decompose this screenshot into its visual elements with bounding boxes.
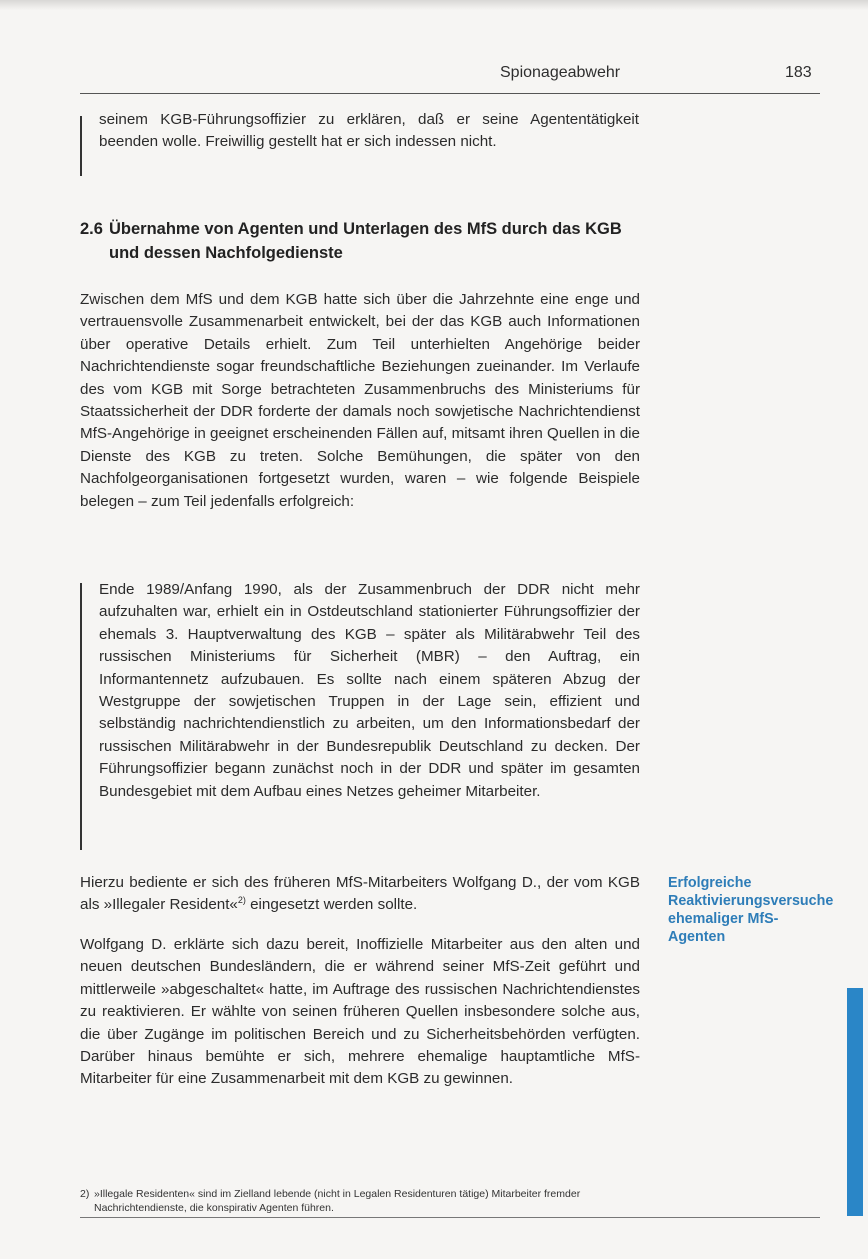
paragraph-2-text-before: Hierzu bediente er sich des früheren MfS-Mitarbeiters Wolfgang D., der vom KGB als »Illegaler Resident« [80,874,640,914]
running-header-title: Spionageabwehr [500,64,621,81]
section-title: Übernahme von Agenten und Unterlagen des MfS durch das KGB und dessen Nachfolgedienste [109,220,622,262]
chapter-thumb-tab [847,988,863,1216]
body-paragraph-2 [80,872,640,917]
change-bar-case [80,583,82,850]
body-paragraph-1: Zwischen dem MfS und dem KGB hatte sich über die Jahrzehnte eine enge und vertrauensvolle Zusammenarbeit entwickelt, bei der das KGB auch Informationen über operative Details erhielt. Zum Teil unterhielten Angehörige beider Nachrichtendienste sogar freundschaftliche Beziehungen zueinander. Im Verlaufe des vom KGB mit Sorge betrachteten Zusammenbruchs des Ministeriums für Staatssicherheit der DDR forderte der damals noch sowjetische Nachrichtendienst MfS-Angehörige in geeignet erscheinenden Fällen auf, mitsamt ihren Quellen in die Dienste des KGB zu treten. Solche Bemühungen, die später von den Nachfolgeorganisationen fortgesetzt wurden, waren – wie folgende Beispiele belegen – zum Teil jedenfalls erfolgreich: [80,291,640,510]
page-top-edge [0,0,868,10]
change-bar-intro [80,116,82,176]
margin-note: Erfolgreiche Reaktivierungsversuche ehemaliger MfS-Agenten [668,875,834,945]
footnote-marker: 2) [80,1188,90,1200]
case-paragraph: Ende 1989/Anfang 1990, als der Zusammenbruch der DDR nicht mehr aufzuhalten war, erhielt ein in Ostdeutschland stationierter Führungsoffizier der ehemals 3. Hauptverwaltung des KGB – später als Militärabwehr Teil des russischen Ministeriums für Sicherheit (MBR) – den Auftrag, ein Informantennetz aufzubauen. Es sollte nach einem späteren Abzug der Westgruppe der sowjetischen Truppen in der Lage sein, effizient und selbständig nachrichtendienstlich zu arbeiten, um den Informationsbedarf der russischen Militärabwehr in der Bundesrepublik Deutschland zu decken. Der Führungsoffizier begann zunächst noch in der DDR und später im gesamten Bundesgebiet mit dem Aufbau eines Netzes geheimer Mitarbeiter. [99,581,640,800]
paragraph-2-text-after: eingesetzt werden sollte. [245,896,418,914]
page-number: 183 [785,64,812,81]
section-number: 2.6 [80,220,103,238]
footnote-text: »Illegale Residenten« sind im Zielland lebende (nicht in Legalen Residenturen tätige) Mitarbeiter fremder Nachrichtendienste, die konspirativ Agenten führen. [94,1188,581,1214]
footer-rule [80,1217,820,1218]
footnote-reference[interactable]: 2) [237,895,246,906]
intro-paragraph: seinem KGB-Führungsoffizier zu erklären, daß er seine Agententätigkeit beenden wolle. Freiwillig gestellt hat er sich indessen nicht. [99,111,639,151]
body-paragraph-3: Wolfgang D. erklärte sich dazu bereit, Inoffizielle Mitarbeiter aus den alten und neuen deutschen Bundesländern, die er während seiner MfS-Zeit geführt und mittlerweile »abgeschaltet« hatte, im Auftrage des russischen Nachrichtendienstes zu reaktivieren. Er wählte von seinen früheren Quellen insbesondere solche aus, die über Zugänge im politischen Bereich und zu Sicherheitsbehörden verfügten. Darüber hinaus bemühte er sich, mehrere ehemalige hauptamtliche MfS-Mitarbeiter für eine Zusammenarbeit mit dem KGB zu gewinnen. [80,936,640,1088]
header-rule [80,93,820,94]
